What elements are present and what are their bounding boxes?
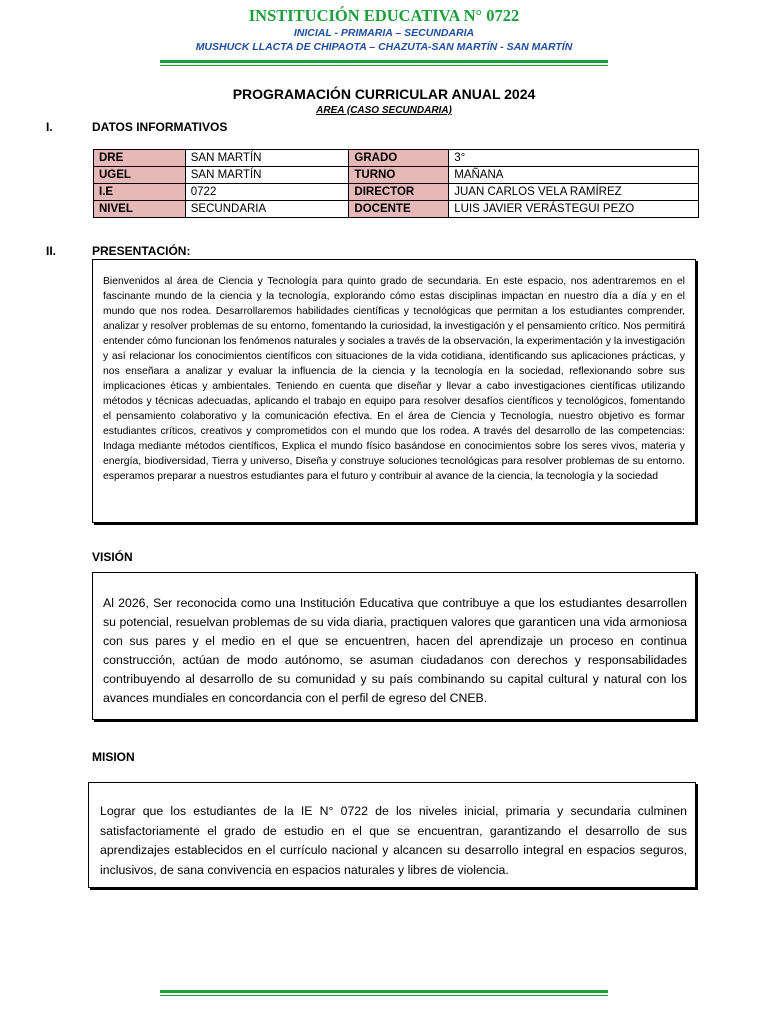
section-1-title: DATOS INFORMATIVOS: [92, 120, 228, 134]
info-label: GRADO: [349, 150, 449, 167]
header-divider: [160, 60, 608, 66]
footer-divider: [160, 990, 608, 996]
info-label: UGEL: [94, 167, 186, 184]
section-2-title: PRESENTACIÓN:: [92, 244, 191, 258]
table-row: [94, 167, 699, 184]
document-subtitle: AREA (CASO SECUNDARIA): [316, 105, 452, 116]
info-value: LUIS JAVIER VERÁSTEGUI PEZO: [449, 201, 699, 218]
institution-name: INSTITUCIÓN EDUCATIVA N° 0722: [248, 6, 520, 25]
info-value: JUAN CARLOS VELA RAMÍREZ: [449, 184, 699, 201]
vision-title: VISIÓN: [92, 550, 133, 564]
info-label: TURNO: [349, 167, 449, 184]
info-label: I.E: [94, 184, 186, 201]
info-value: SECUNDARIA: [185, 201, 349, 218]
section-1-number: I.: [46, 120, 53, 134]
vision-text: Al 2026, Ser reconocida como una Institución Educativa que contribuye a que los estudiantes desarrollen su potencial, resuelvan problemas de su vida diaria, practiquen valores que garanticen una vida armoniosa con sus pares y el medio en el que se encuentren, hacen del aprendizaje un proceso en continua construcción, actúan de modo autónomo, se asuman ciudadanos con derechos y responsabilidades contribuyendo al desarrollo de su comunidad y su país combinando su capital cultural y natural con los avances mundiales en concordancia con el perfil de egreso del CNEB.: [103, 596, 687, 705]
info-label: DIRECTOR: [349, 184, 449, 201]
mision-box: [88, 782, 696, 888]
table-row: [94, 150, 699, 167]
info-value: SAN MARTÍN: [185, 150, 349, 167]
info-value: 3°: [449, 150, 699, 167]
presentation-box: [92, 259, 696, 523]
info-table: [93, 149, 699, 218]
info-label: DRE: [94, 150, 186, 167]
table-row: [94, 184, 699, 201]
table-row: [94, 201, 699, 218]
document-title: PROGRAMACIÓN CURRICULAR ANUAL 2024: [232, 86, 536, 102]
vision-box: [92, 572, 696, 720]
document-header: [0, 6, 768, 54]
info-value: MAÑANA: [449, 167, 699, 184]
info-value: SAN MARTÍN: [185, 167, 349, 184]
mision-text: Lograr que los estudiantes de la IE N° 0722 de los niveles inicial, primaria y secundaria culminen satisfactoriamente el grado de estudio en el que se encuentran, garantizando el desarrollo de sus aprendizajes establecidos en el currículo nacional y alcancen su desarrollo integral en espacios seguros, inclusivos, de sana convivencia en espacios naturales y libres de violencia.: [100, 804, 687, 877]
info-label: NIVEL: [94, 201, 186, 218]
institution-levels: INICIAL - PRIMARIA – SECUNDARIA: [293, 27, 475, 39]
presentation-text: Bienvenidos al área de Ciencia y Tecnología para quinto grado de secundaria. En este espacio, nos adentraremos en el fascinante mundo de la ciencia y la tecnología, explorando cómo estas disciplinas impactan en nuestro día a día y en el mundo que nos rodea. Desarrollaremos habilidades científicas y tecnológicas que permitan a los estudiantes comprender, analizar y resolver problemas de su entorno, fomentando la curiosidad, la investigación y el pensamiento crítico. Nos permitirá entender cómo funcionan los fenómenos naturales y sociales a través de la observación, la experimentación y la investigación y así relacionar los conocimientos científicos con situaciones de la vida cotidiana, identificando sus aplicaciones prácticas, y nos enseñara a analizar y evaluar la influencia de la ciencia y la tecnología en la sociedad, reflexionando sobre sus implicaciones éticas y ambientales. Teniendo en cuenta que diseñar y llevar a cabo investigaciones científicas utilizando métodos y técnicas adecuadas, aplicando el trabajo en equipo para resolver desafíos científicos y tecnológicos, fomentando el pensamiento colaborativo y la comunicación efectiva. En el área de Ciencia y Tecnología, nuestro objetivo es formar estudiantes críticos, creativos y comprometidos con el mundo que los rodea. A través del desarrollo de las competencias: Indaga mediante métodos científicos, Explica el mundo físico basándose en conocimientos sobre los seres vivos, materia y energía, biodiversidad, Tierra y universo, Diseña y construye soluciones tecnológicas para resolver problemas de su entorno. esperamos preparar a nuestros estudiantes para el futuro y contribuir al avance de la ciencia, la tecnología y la sociedad: [103, 276, 685, 482]
info-value: 0722: [185, 184, 349, 201]
info-label: DOCENTE: [349, 201, 449, 218]
institution-location: MUSHUCK LLACTA DE CHIPAOTA – CHAZUTA-SAN MARTÍN - SAN MARTÍN: [195, 41, 573, 53]
section-2-number: II.: [46, 244, 57, 258]
mision-title: MISION: [92, 750, 135, 764]
